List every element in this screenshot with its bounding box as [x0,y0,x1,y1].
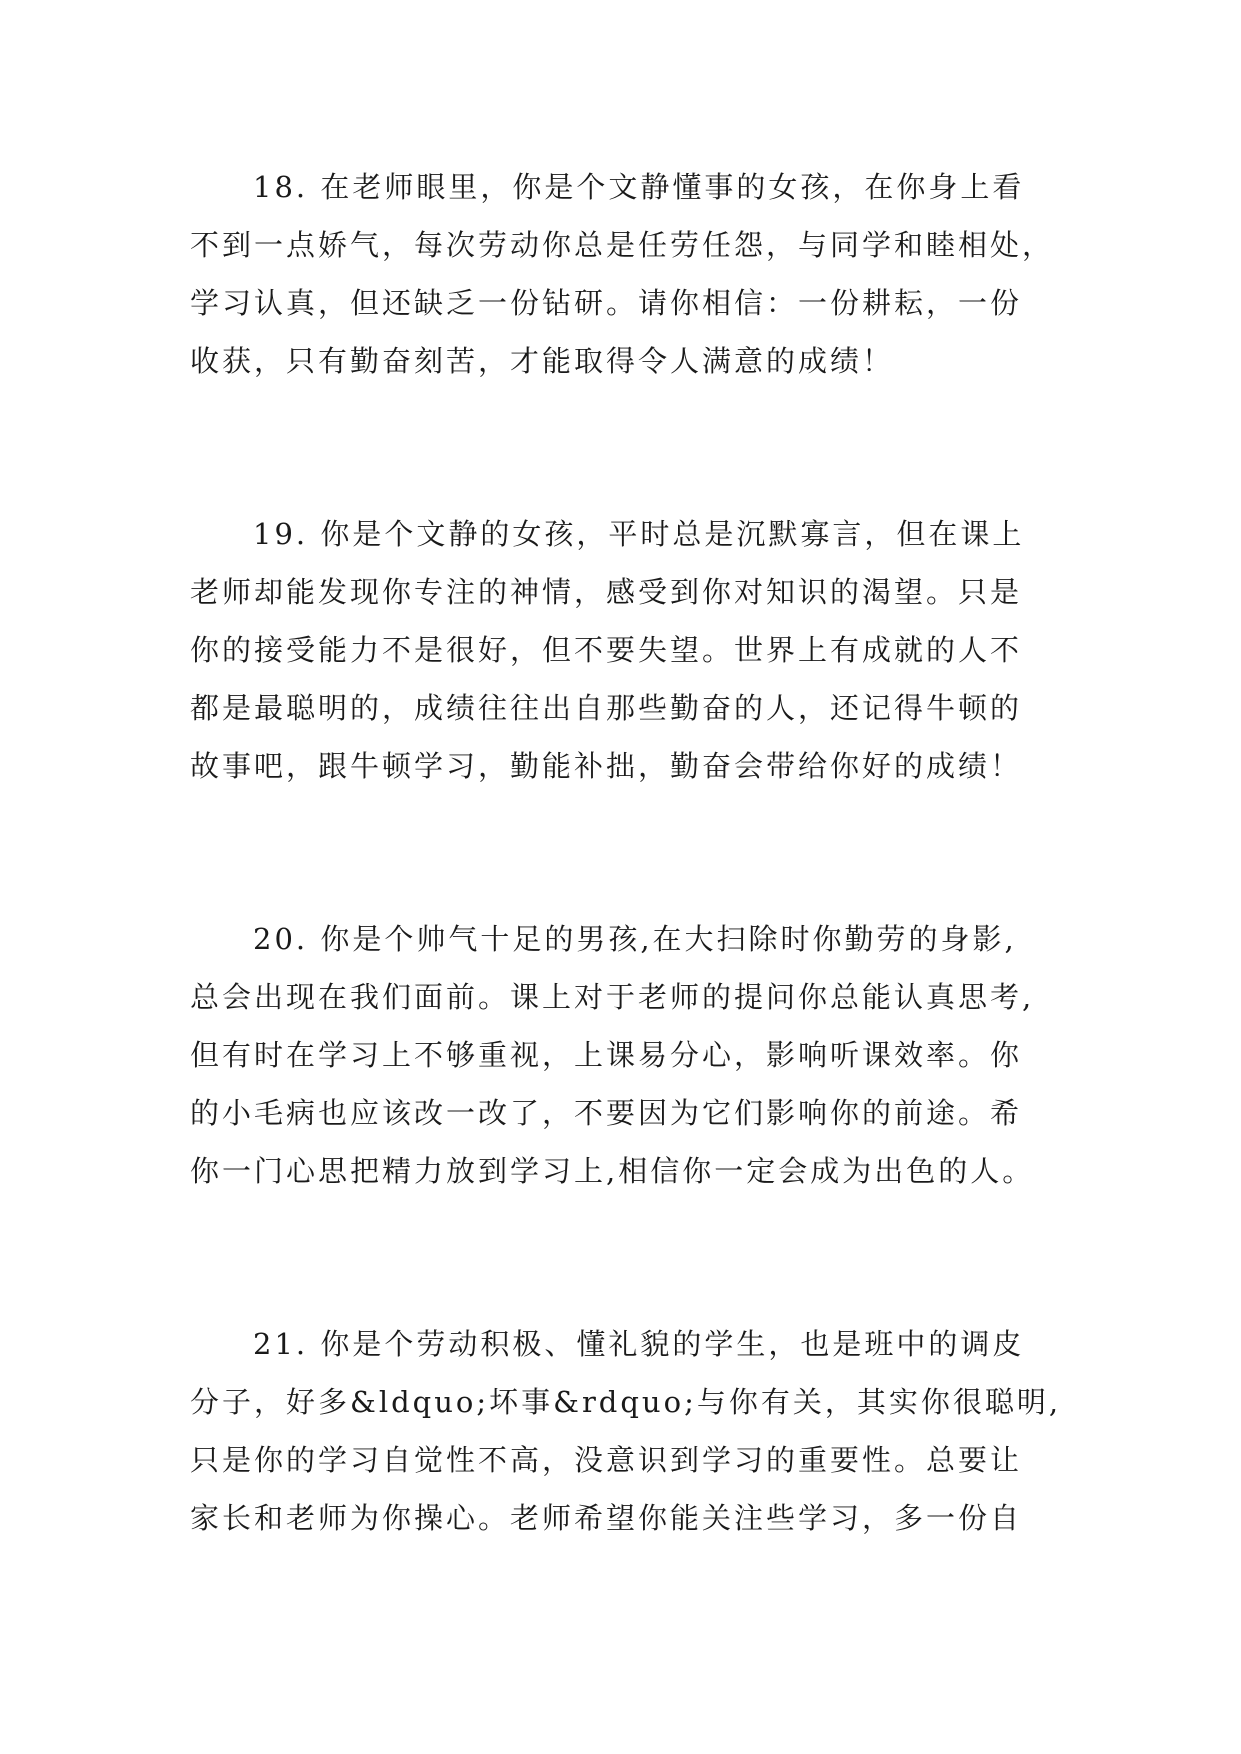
paragraph-19 [190,505,1062,795]
paragraph-line: 只是你的学习自觉性不高，没意识到学习的重要性。总要让 [190,1443,1023,1477]
paragraph-line: 不到一点娇气，每次劳动你总是任劳任怨，与同学和睦相处， [190,228,1055,262]
paragraph-line: 老师却能发现你专注的神情，感受到你对知识的渴望。只是 [190,575,1023,609]
paragraph-18 [190,158,1062,390]
paragraph-line: 分子，好多&ldquo;坏事&rdquo;与你有关，其实你很聪明, [190,1385,1062,1419]
paragraph-line: 的小毛病也应该改一改了，不要因为它们影响你的前途。希 [190,1096,1023,1130]
paragraph-line: 收获，只有勤奋刻苦，才能取得令人满意的成绩！ [190,344,895,378]
paragraph-line: 21. 你是个劳动积极、懂礼貌的学生，也是班中的调皮 [253,1327,1025,1361]
paragraph-line: 总会出现在我们面前。课上对于老师的提问你总能认真思考, [190,980,1035,1014]
paragraph-line: 故事吧，跟牛顿学习，勤能补拙，勤奋会带给你好的成绩！ [190,749,1023,783]
paragraph-line: 家长和老师为你操心。老师希望你能关注些学习，多一份自 [190,1501,1023,1535]
paragraph-20 [190,910,1062,1200]
paragraph-line: 19. 你是个文静的女孩，平时总是沉默寡言，但在课上 [253,517,1025,551]
paragraph-line: 20. 你是个帅气十足的男孩,在大扫除时你勤劳的身影, [253,922,1017,956]
paragraph-line: 你一门心思把精力放到学习上,相信你一定会成为出色的人。 [190,1154,1035,1188]
paragraph-line: 都是最聪明的，成绩往往出自那些勤奋的人，还记得牛顿的 [190,691,1023,725]
paragraph-line: 18. 在老师眼里，你是个文静懂事的女孩，在你身上看 [253,170,1025,204]
paragraph-21 [190,1315,1062,1547]
paragraph-line: 但有时在学习上不够重视，上课易分心，影响听课效率。你 [190,1038,1023,1072]
paragraph-line: 学习认真，但还缺乏一份钻研。请你相信：一份耕耘，一份 [190,286,1023,320]
paragraph-line: 你的接受能力不是很好，但不要失望。世界上有成就的人不 [190,633,1023,667]
